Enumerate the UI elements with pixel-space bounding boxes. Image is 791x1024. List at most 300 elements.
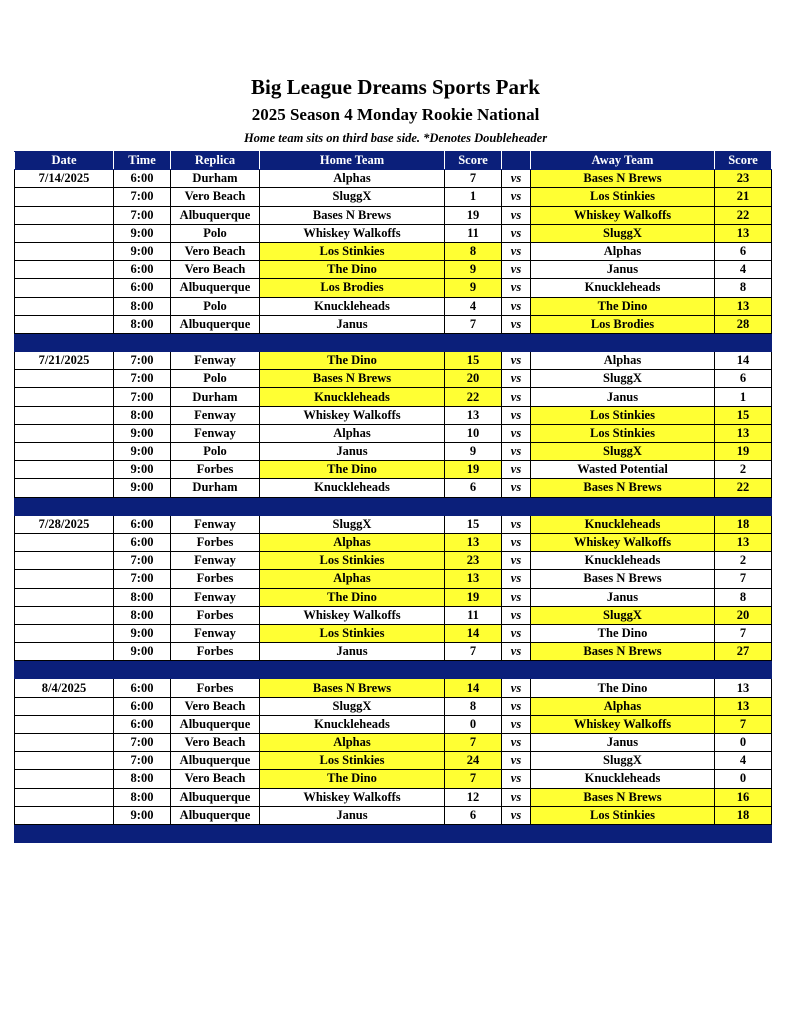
away-team-cell: Alphas (531, 352, 715, 370)
away-score-cell: 22 (715, 206, 772, 224)
away-team-cell: SluggX (531, 606, 715, 624)
table-row (15, 570, 772, 588)
time-cell: 7:00 (114, 570, 171, 588)
date-cell (15, 552, 114, 570)
replica-cell: Albuquerque (171, 788, 260, 806)
vs-cell: vs (502, 552, 531, 570)
date-cell (15, 224, 114, 242)
date-cell (15, 370, 114, 388)
away-score-cell: 28 (715, 315, 772, 333)
table-row (15, 188, 772, 206)
vs-cell: vs (502, 770, 531, 788)
date-cell (15, 206, 114, 224)
vs-cell: vs (502, 424, 531, 442)
separator-cell (531, 333, 715, 351)
away-team-cell: Janus (531, 388, 715, 406)
table-row (15, 533, 772, 551)
replica-cell: Albuquerque (171, 806, 260, 824)
date-cell (15, 188, 114, 206)
vs-cell: vs (502, 515, 531, 533)
away-team-cell: Los Stinkies (531, 406, 715, 424)
home-team-cell: Bases N Brews (260, 370, 445, 388)
home-score-cell: 6 (445, 479, 502, 497)
away-score-cell: 8 (715, 588, 772, 606)
vs-cell: vs (502, 806, 531, 824)
home-score-cell: 8 (445, 242, 502, 260)
time-cell: 9:00 (114, 643, 171, 661)
home-team-cell: Janus (260, 315, 445, 333)
separator-cell (171, 661, 260, 679)
separator-cell (502, 824, 531, 842)
home-score-cell: 14 (445, 624, 502, 642)
home-team-cell: Janus (260, 443, 445, 461)
time-cell: 7:00 (114, 388, 171, 406)
home-team-cell: The Dino (260, 461, 445, 479)
replica-cell: Fenway (171, 515, 260, 533)
home-score-cell: 11 (445, 606, 502, 624)
home-team-cell: Los Stinkies (260, 752, 445, 770)
table-row (15, 170, 772, 188)
table-row (15, 279, 772, 297)
week-separator-row (15, 333, 772, 351)
date-cell (15, 406, 114, 424)
home-score-cell: 13 (445, 406, 502, 424)
home-score-cell: 9 (445, 443, 502, 461)
away-team-cell: Whiskey Walkoffs (531, 715, 715, 733)
column-header-home-score: Score (445, 152, 502, 170)
home-team-cell: Los Stinkies (260, 552, 445, 570)
separator-cell (531, 497, 715, 515)
home-team-cell: Los Brodies (260, 279, 445, 297)
away-team-cell: The Dino (531, 679, 715, 697)
time-cell: 8:00 (114, 588, 171, 606)
separator-cell (445, 497, 502, 515)
vs-cell: vs (502, 188, 531, 206)
date-cell (15, 443, 114, 461)
date-cell (15, 424, 114, 442)
vs-cell: vs (502, 370, 531, 388)
table-row (15, 515, 772, 533)
away-team-cell: Bases N Brews (531, 479, 715, 497)
vs-cell: vs (502, 279, 531, 297)
away-score-cell: 4 (715, 752, 772, 770)
replica-cell: Vero Beach (171, 188, 260, 206)
separator-cell (260, 824, 445, 842)
home-team-cell: Alphas (260, 734, 445, 752)
away-team-cell: Whiskey Walkoffs (531, 533, 715, 551)
replica-cell: Vero Beach (171, 242, 260, 260)
table-row (15, 697, 772, 715)
table-row (15, 370, 772, 388)
week-separator-row (15, 824, 772, 842)
vs-cell: vs (502, 643, 531, 661)
away-team-cell: Bases N Brews (531, 788, 715, 806)
replica-cell: Vero Beach (171, 770, 260, 788)
away-team-cell: Whiskey Walkoffs (531, 206, 715, 224)
separator-cell (171, 497, 260, 515)
away-team-cell: Janus (531, 261, 715, 279)
table-row (15, 643, 772, 661)
away-score-cell: 4 (715, 261, 772, 279)
vs-cell: vs (502, 443, 531, 461)
date-cell (15, 588, 114, 606)
table-row (15, 552, 772, 570)
home-team-cell: The Dino (260, 588, 445, 606)
time-cell: 6:00 (114, 715, 171, 733)
time-cell: 7:00 (114, 370, 171, 388)
time-cell: 9:00 (114, 806, 171, 824)
home-team-cell: Bases N Brews (260, 679, 445, 697)
time-cell: 9:00 (114, 443, 171, 461)
separator-cell (15, 497, 114, 515)
home-team-cell: Whiskey Walkoffs (260, 224, 445, 242)
home-team-cell: SluggX (260, 188, 445, 206)
away-score-cell: 19 (715, 443, 772, 461)
replica-cell: Albuquerque (171, 752, 260, 770)
vs-cell: vs (502, 570, 531, 588)
home-team-cell: Janus (260, 806, 445, 824)
separator-cell (114, 661, 171, 679)
home-team-cell: Whiskey Walkoffs (260, 788, 445, 806)
home-team-cell: Knuckleheads (260, 715, 445, 733)
separator-cell (502, 497, 531, 515)
away-team-cell: Bases N Brews (531, 170, 715, 188)
away-score-cell: 18 (715, 806, 772, 824)
home-score-cell: 15 (445, 352, 502, 370)
home-score-cell: 11 (445, 224, 502, 242)
replica-cell: Vero Beach (171, 697, 260, 715)
home-team-cell: The Dino (260, 352, 445, 370)
away-team-cell: Los Stinkies (531, 188, 715, 206)
away-team-cell: SluggX (531, 224, 715, 242)
away-score-cell: 7 (715, 624, 772, 642)
away-score-cell: 2 (715, 552, 772, 570)
time-cell: 7:00 (114, 206, 171, 224)
vs-cell: vs (502, 461, 531, 479)
home-score-cell: 13 (445, 533, 502, 551)
away-score-cell: 7 (715, 570, 772, 588)
vs-cell: vs (502, 679, 531, 697)
separator-cell (715, 824, 772, 842)
vs-cell: vs (502, 206, 531, 224)
time-cell: 9:00 (114, 424, 171, 442)
separator-cell (15, 824, 114, 842)
time-cell: 9:00 (114, 624, 171, 642)
away-score-cell: 23 (715, 170, 772, 188)
table-row (15, 788, 772, 806)
separator-cell (502, 333, 531, 351)
date-cell (15, 315, 114, 333)
separator-cell (715, 497, 772, 515)
column-header-away-score: Score (715, 152, 772, 170)
time-cell: 9:00 (114, 242, 171, 260)
time-cell: 6:00 (114, 170, 171, 188)
date-cell (15, 788, 114, 806)
vs-cell: vs (502, 697, 531, 715)
away-score-cell: 13 (715, 224, 772, 242)
replica-cell: Albuquerque (171, 315, 260, 333)
page-subtitle: 2025 Season 4 Monday Rookie National (251, 105, 540, 124)
date-cell (15, 570, 114, 588)
home-score-cell: 23 (445, 552, 502, 570)
time-cell: 8:00 (114, 788, 171, 806)
vs-cell: vs (502, 533, 531, 551)
date-cell: 7/28/2025 (15, 515, 114, 533)
time-cell: 7:00 (114, 188, 171, 206)
table-row (15, 588, 772, 606)
separator-cell (531, 824, 715, 842)
replica-cell: Fenway (171, 624, 260, 642)
time-cell: 7:00 (114, 552, 171, 570)
column-header-date: Date (15, 152, 114, 170)
replica-cell: Fenway (171, 406, 260, 424)
separator-cell (15, 333, 114, 351)
away-team-cell: Wasted Potential (531, 461, 715, 479)
table-row (15, 388, 772, 406)
replica-cell: Fenway (171, 352, 260, 370)
time-cell: 9:00 (114, 224, 171, 242)
table-row (15, 770, 772, 788)
replica-cell: Polo (171, 297, 260, 315)
away-score-cell: 8 (715, 279, 772, 297)
replica-cell: Durham (171, 170, 260, 188)
home-score-cell: 19 (445, 588, 502, 606)
time-cell: 7:00 (114, 352, 171, 370)
time-cell: 7:00 (114, 752, 171, 770)
separator-cell (445, 824, 502, 842)
away-team-cell: SluggX (531, 443, 715, 461)
replica-cell: Vero Beach (171, 261, 260, 279)
separator-cell (114, 824, 171, 842)
vs-cell: vs (502, 624, 531, 642)
vs-cell: vs (502, 388, 531, 406)
away-score-cell: 21 (715, 188, 772, 206)
date-cell (15, 697, 114, 715)
time-cell: 6:00 (114, 279, 171, 297)
home-team-cell: SluggX (260, 697, 445, 715)
away-team-cell: Knuckleheads (531, 552, 715, 570)
replica-cell: Forbes (171, 533, 260, 551)
away-score-cell: 13 (715, 297, 772, 315)
vs-cell: vs (502, 315, 531, 333)
time-cell: 6:00 (114, 697, 171, 715)
away-team-cell: Alphas (531, 242, 715, 260)
week-separator-row (15, 497, 772, 515)
table-row (15, 624, 772, 642)
replica-cell: Durham (171, 479, 260, 497)
time-cell: 8:00 (114, 315, 171, 333)
separator-cell (114, 333, 171, 351)
away-score-cell: 22 (715, 479, 772, 497)
date-cell (15, 261, 114, 279)
home-team-cell: Knuckleheads (260, 297, 445, 315)
time-cell: 8:00 (114, 297, 171, 315)
vs-cell: vs (502, 297, 531, 315)
replica-cell: Polo (171, 443, 260, 461)
time-cell: 6:00 (114, 515, 171, 533)
away-score-cell: 14 (715, 352, 772, 370)
home-score-cell: 0 (445, 715, 502, 733)
table-row (15, 261, 772, 279)
table-row (15, 715, 772, 733)
home-score-cell: 7 (445, 734, 502, 752)
separator-cell (715, 661, 772, 679)
time-cell: 8:00 (114, 606, 171, 624)
away-score-cell: 15 (715, 406, 772, 424)
column-header-time: Time (114, 152, 171, 170)
separator-cell (114, 497, 171, 515)
home-score-cell: 7 (445, 170, 502, 188)
table-row (15, 297, 772, 315)
date-cell (15, 770, 114, 788)
date-cell (15, 479, 114, 497)
away-team-cell: SluggX (531, 752, 715, 770)
date-cell (15, 297, 114, 315)
home-score-cell: 7 (445, 643, 502, 661)
away-score-cell: 0 (715, 770, 772, 788)
table-row (15, 443, 772, 461)
separator-cell (171, 333, 260, 351)
time-cell: 8:00 (114, 406, 171, 424)
away-team-cell: Alphas (531, 697, 715, 715)
replica-cell: Polo (171, 370, 260, 388)
date-cell (15, 643, 114, 661)
date-cell (15, 606, 114, 624)
replica-cell: Fenway (171, 424, 260, 442)
home-team-cell: Alphas (260, 170, 445, 188)
home-team-cell: The Dino (260, 770, 445, 788)
home-score-cell: 13 (445, 570, 502, 588)
date-cell (15, 279, 114, 297)
home-team-cell: Los Stinkies (260, 242, 445, 260)
table-row (15, 734, 772, 752)
away-team-cell: Los Brodies (531, 315, 715, 333)
replica-cell: Albuquerque (171, 279, 260, 297)
home-score-cell: 15 (445, 515, 502, 533)
separator-cell (531, 661, 715, 679)
away-score-cell: 0 (715, 734, 772, 752)
home-team-cell: Whiskey Walkoffs (260, 606, 445, 624)
date-cell (15, 624, 114, 642)
date-cell: 7/14/2025 (15, 170, 114, 188)
vs-cell: vs (502, 352, 531, 370)
home-team-cell: Bases N Brews (260, 206, 445, 224)
replica-cell: Durham (171, 388, 260, 406)
replica-cell: Forbes (171, 679, 260, 697)
away-team-cell: Los Stinkies (531, 424, 715, 442)
date-cell (15, 806, 114, 824)
away-score-cell: 16 (715, 788, 772, 806)
home-score-cell: 22 (445, 388, 502, 406)
table-row (15, 224, 772, 242)
replica-cell: Forbes (171, 643, 260, 661)
vs-cell: vs (502, 752, 531, 770)
schedule-note: Home team sits on third base side. *Denotes Doubleheader (243, 131, 548, 145)
time-cell: 8:00 (114, 770, 171, 788)
away-score-cell: 13 (715, 533, 772, 551)
home-team-cell: Whiskey Walkoffs (260, 406, 445, 424)
vs-cell: vs (502, 406, 531, 424)
home-team-cell: The Dino (260, 261, 445, 279)
date-cell (15, 461, 114, 479)
date-cell: 7/21/2025 (15, 352, 114, 370)
time-cell: 6:00 (114, 679, 171, 697)
replica-cell: Polo (171, 224, 260, 242)
away-score-cell: 1 (715, 388, 772, 406)
away-team-cell: Janus (531, 734, 715, 752)
column-header-replica: Replica (171, 152, 260, 170)
home-score-cell: 6 (445, 806, 502, 824)
schedule-body (15, 170, 772, 843)
away-team-cell: Bases N Brews (531, 643, 715, 661)
time-cell: 9:00 (114, 479, 171, 497)
date-cell (15, 388, 114, 406)
home-score-cell: 7 (445, 315, 502, 333)
away-score-cell: 7 (715, 715, 772, 733)
away-score-cell: 27 (715, 643, 772, 661)
table-row (15, 406, 772, 424)
home-team-cell: Knuckleheads (260, 479, 445, 497)
date-cell (15, 752, 114, 770)
replica-cell: Fenway (171, 588, 260, 606)
home-team-cell: Alphas (260, 570, 445, 588)
replica-cell: Forbes (171, 570, 260, 588)
replica-cell: Albuquerque (171, 715, 260, 733)
separator-cell (260, 333, 445, 351)
time-cell: 9:00 (114, 461, 171, 479)
table-row (15, 242, 772, 260)
away-team-cell: Knuckleheads (531, 515, 715, 533)
table-row (15, 806, 772, 824)
home-score-cell: 1 (445, 188, 502, 206)
away-team-cell: Knuckleheads (531, 279, 715, 297)
away-score-cell: 13 (715, 679, 772, 697)
table-row (15, 479, 772, 497)
vs-cell: vs (502, 788, 531, 806)
vs-cell: vs (502, 606, 531, 624)
table-row (15, 461, 772, 479)
vs-cell: vs (502, 261, 531, 279)
home-score-cell: 7 (445, 770, 502, 788)
time-cell: 6:00 (114, 261, 171, 279)
home-team-cell: Alphas (260, 533, 445, 551)
table-row (15, 352, 772, 370)
vs-cell: vs (502, 242, 531, 260)
home-score-cell: 9 (445, 261, 502, 279)
week-separator-row (15, 661, 772, 679)
home-score-cell: 8 (445, 697, 502, 715)
page-title: Big League Dreams Sports Park (251, 75, 540, 99)
separator-cell (445, 333, 502, 351)
table-row (15, 424, 772, 442)
vs-cell: vs (502, 588, 531, 606)
home-score-cell: 19 (445, 206, 502, 224)
date-cell (15, 533, 114, 551)
away-team-cell: The Dino (531, 624, 715, 642)
home-team-cell: SluggX (260, 515, 445, 533)
home-score-cell: 24 (445, 752, 502, 770)
table-row (15, 679, 772, 697)
separator-cell (715, 333, 772, 351)
column-header-away-team: Away Team (531, 152, 715, 170)
home-score-cell: 10 (445, 424, 502, 442)
table-row (15, 206, 772, 224)
date-cell: 8/4/2025 (15, 679, 114, 697)
home-team-cell: Janus (260, 643, 445, 661)
vs-cell: vs (502, 715, 531, 733)
home-score-cell: 19 (445, 461, 502, 479)
home-score-cell: 20 (445, 370, 502, 388)
